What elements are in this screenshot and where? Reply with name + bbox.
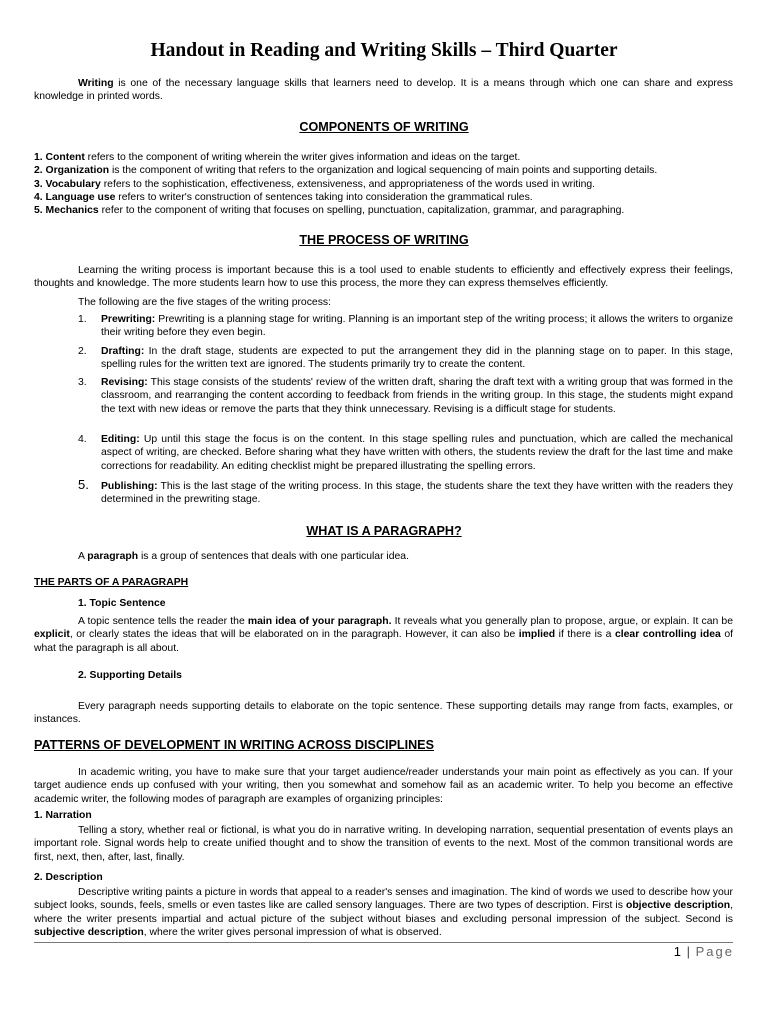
description-text: , where the writer gives personal impression of what is observed. [143,926,442,938]
footer-divider [34,942,733,943]
supporting-details-paragraph [34,700,733,727]
page-number: 1 [673,944,681,959]
component-item [34,164,733,177]
process-paragraph [34,264,733,291]
component-item [34,191,733,204]
stage-label: Revising: [101,377,148,388]
supporting-details-text: Every paragraph needs supporting details to elaborate on the topic sentence. These supporting details may range from facts, examples, or instances. [34,701,733,726]
definition-bold: paragraph [87,551,139,562]
stage-label: Editing: [101,434,140,445]
stage-label: Publishing: [101,481,158,492]
stage-number: 5. [78,477,89,492]
topic-sentence-paragraph [34,615,733,655]
supporting-details-heading: 2. Supporting Details [78,670,182,681]
parts-heading: THE PARTS OF A PARAGRAPH [34,577,189,588]
stage-text: In the draft stage, students are expected to put the arrangement they did in the planning stage on to paper. In this stage, spelling rules for the written text are ignored. The students primarily try to create the content. [101,346,733,371]
narration-text: Telling a story, whether real or fictional, is what you do in narrative writing. In developing narration, sequential presentation of events plays an important role. Signal words help to create unified thought and to show the transition of events to the next. Most of the common transitional words are first, next, then, after, last, finally. [34,825,733,863]
page-footer [674,944,734,959]
definition-text: A [78,551,88,562]
topic-text: It reveals what you generally plan to propose, argue, or explain. It can be [391,616,733,627]
topic-bold: main idea of your paragraph. [247,616,392,627]
stage-item [78,313,733,340]
stage-number: 4. [78,434,87,445]
paragraph-definition [34,550,733,563]
stage-text: This stage consists of the students' review of the written draft, sharing the draft text with a writing group that was formed in the classroom, and rearranging the content according to feedback from friends in the writing group. In this stage, the students might expand the text with new ideas or remove the parts that they think unnecessary. Revising is a difficult stage for students. [101,377,733,415]
topic-bold: clear controlling idea [614,629,721,641]
definition-text: is a group of sentences that deals with one particular idea. [138,551,409,562]
component-label: 3. Vocabulary [34,178,101,190]
components-heading: COMPONENTS OF WRITING [299,120,469,134]
patterns-intro-paragraph [34,766,733,806]
description-text: , where the writer presents impartial and actual picture of the subject without biases and excluding personal impression of the subject. Second is [34,900,733,925]
topic-bold: implied [518,629,556,641]
intro-text: is one of the necessary language skills that learners need to develop. It is a means through which one can share and express knowledge in printed words. [34,78,733,103]
component-label: 5. Mechanics [34,205,99,217]
topic-text: , or clearly states the ideas that will be elaborated on in the paragraph. However, it can also be [69,629,519,641]
topic-bold: explicit [34,629,70,641]
component-item [34,151,733,164]
component-text: refers to writer's construction of sentences taking into consideration the grammatical rules. [115,191,533,203]
component-label: 4. Language use [34,191,116,203]
stage-item [78,433,733,473]
description-text: Descriptive writing paints a picture in words that appeal to a reader's senses and imagination. The kind of words we used to describe how your subject looks, sounds, feels, smells or even tastes like are called sensory languages. There are two types of description. First is [34,887,733,912]
process-stages-intro [34,296,733,309]
stage-text: This is the last stage of the writing process. In this stage, the students share the text they have written with the readers they determined in the prewriting stage. [101,481,733,506]
intro-bold: Writing [78,78,114,89]
stage-item [78,376,733,416]
stage-item [78,345,733,372]
component-text: refers to the component of writing wherein the writer gives information and ideas on the target. [84,152,521,163]
component-text: refer to the component of writing that focuses on spelling, punctuation, capitalization, grammar, and paragraphing. [98,205,625,217]
stage-number: 2. [78,346,87,357]
footer-separator: | [686,944,690,959]
stage-text: Up until this stage the focus is on the content. In this stage spelling rules and punctuation, which are called the mechanical aspect of writing, are checked. Before sharing what they have written with others, the students review the draft for the last time and make corrections for readability. An editing checklist might be prepared illustrating the spelling errors. [101,434,733,472]
topic-text: if there is a [555,629,615,641]
stage-number: 3. [78,377,87,388]
topic-text: A topic sentence tells the reader the [78,616,248,627]
component-item [34,204,733,217]
components-list [34,151,733,217]
stage-number: 1. [78,314,87,325]
narration-heading: 1. Narration [34,810,92,821]
component-label: 1. Content [34,152,85,163]
stage-text: Prewriting is a planning stage for writing. Planning is an important step of the writing process; it allows the writers to organize their writing before they even begin. [101,314,733,339]
component-text: is the component of writing that refers to the organization and logical sequencing of main points and supporting details. [109,165,658,177]
component-label: 2. Organization [34,165,110,177]
paragraph-heading: WHAT IS A PARAGRAPH? [306,524,462,538]
stage-item [78,477,733,507]
description-bold: objective description [625,900,731,912]
intro-paragraph [34,77,733,104]
process-stages-intro-text: The following are the five stages of the writing process: [78,297,331,308]
topic-sentence-heading: 1. Topic Sentence [78,598,166,609]
topic-text: of what the paragraph is all about. [34,629,733,654]
patterns-intro-text: In academic writing, you have to make sure that your target audience/reader understands your main point as effectively as you can. If your target audience ends up confused with your writing, then you somewhat and somehow fail as an academic writer. To help you become an effective academic writer, the following modes of paragraph are examples of organizing principles: [34,767,733,805]
stage-label: Drafting: [101,346,145,357]
process-intro-text: Learning the writing process is important because this is a tool used to enable students to efficiently and effectively express their feelings, thoughts and knowledge. The more students learn how to use this process, the more they can express themselves efficiently. [34,265,733,290]
description-paragraph [34,886,733,939]
description-bold: subjective description [34,926,144,938]
document-title: Handout in Reading and Writing Skills – Third Quarter [150,40,618,61]
component-item [34,178,733,191]
stage-label: Prewriting: [101,314,156,325]
page-label: Page [695,944,734,959]
narration-paragraph [34,824,733,864]
component-text: refers to the sophistication, effectiveness, extensiveness, and appropriateness of the words used in writing. [100,178,596,190]
patterns-heading: PATTERNS OF DEVELOPMENT IN WRITING ACROSS DISCIPLINES [34,738,434,752]
description-heading: 2. Description [34,872,103,883]
process-heading: THE PROCESS OF WRITING [299,233,469,247]
